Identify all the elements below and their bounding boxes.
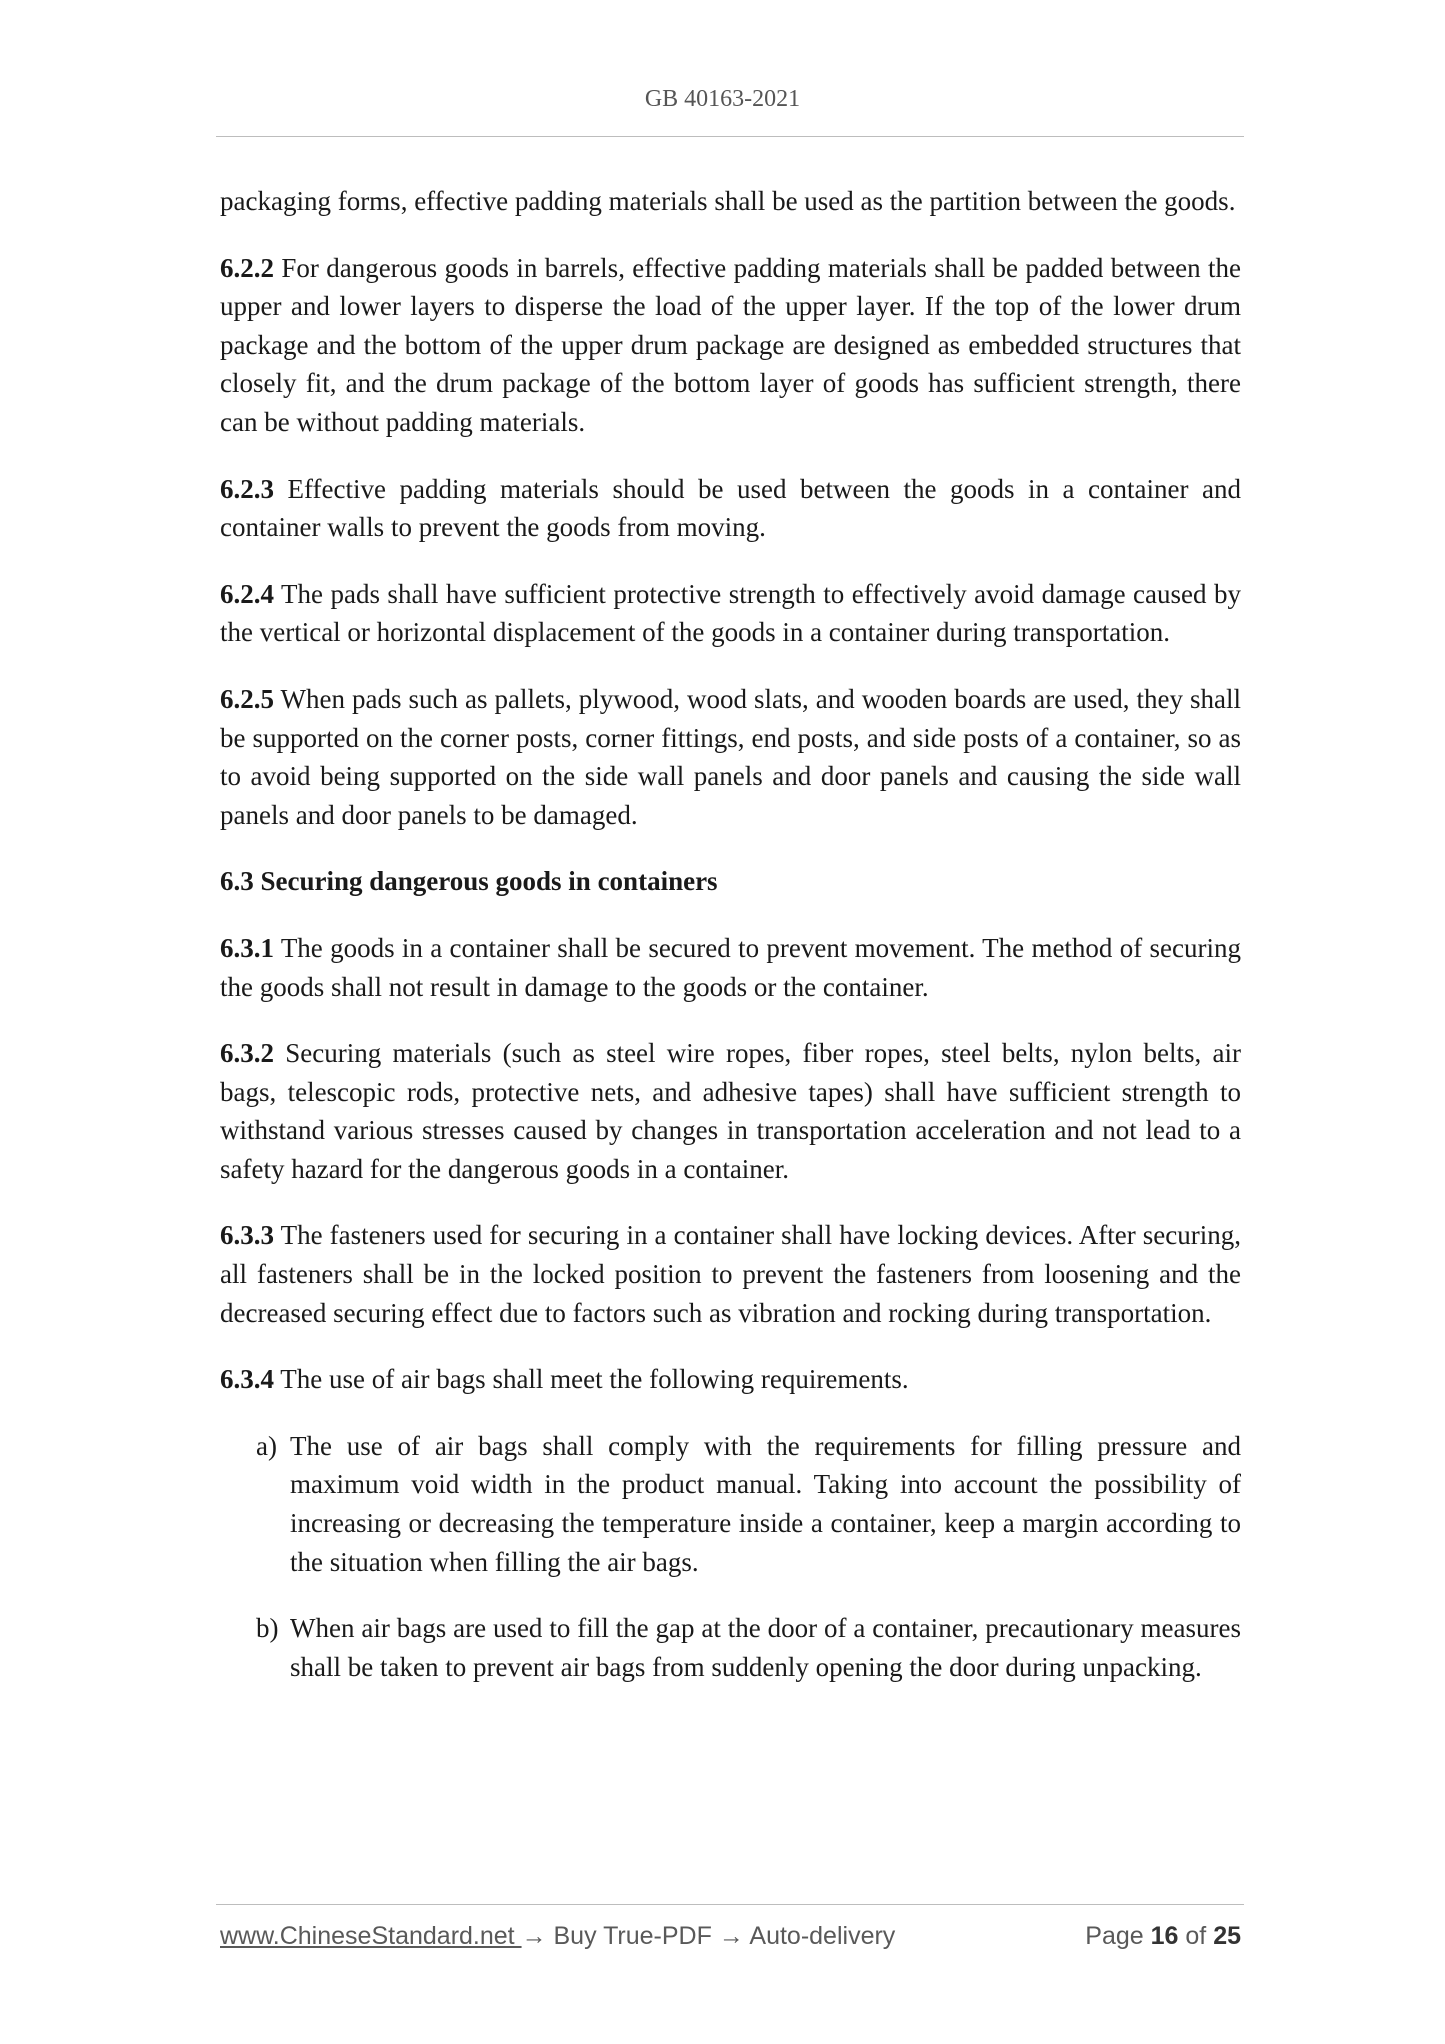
footer-promo [220, 1922, 895, 1951]
clause-number: 6.2.3 [220, 473, 274, 504]
page-header: GB 40163-2021 [644, 86, 801, 112]
list-marker: b) [256, 1613, 279, 1644]
clause-6-2-5 [220, 680, 1241, 834]
clause-number: 6.2.4 [220, 578, 274, 609]
footer-tagline: → Buy True-PDF → Auto-delivery [521, 1922, 896, 1950]
clause-6-2-3 [220, 470, 1241, 547]
list-item-b [256, 1609, 1241, 1686]
page-number: 16 [1150, 1922, 1179, 1950]
clause-number: 6.2.2 [220, 252, 274, 283]
page-indicator [1085, 1922, 1241, 1951]
clause-text: The pads shall have sufficient protective strength to effectively avoid damage caused by the vertical or horizontal displacement of the goods in a container during transportation. [220, 578, 1241, 648]
footer-divider [216, 1904, 1244, 1905]
clause-number: 6.3.4 [220, 1364, 274, 1395]
of-word: of [1178, 1922, 1214, 1950]
clause-text: The goods in a container shall be secured to prevent movement. The method of securing the goods shall not result in damage to the goods or the container. [220, 932, 1241, 1002]
clause-text: When pads such as pallets, plywood, wood slats, and wooden boards are used, they shall be supported on the corner posts, corner fittings, end posts, and side posts of a container, so as to avoid being supported on the side wall panels and door panels and causing the side wall panels and door panels to be damaged. [220, 683, 1241, 830]
list-marker: a) [256, 1430, 277, 1461]
page-total: 25 [1213, 1922, 1241, 1950]
clause-6-3-3 [220, 1216, 1241, 1332]
clause-number: 6.3.3 [220, 1220, 274, 1251]
website-link[interactable]: www.ChineseStandard.net [220, 1922, 522, 1950]
clause-6-3-2 [220, 1034, 1241, 1188]
list-item-text: When air bags are used to fill the gap at the door of a container, precautionary measures shall be taken to prevent air bags from suddenly opening the door during unpacking. [290, 1613, 1241, 1682]
clause-6-3-1 [220, 929, 1241, 1006]
clause-text: The fasteners used for securing in a container shall have locking devices. After securing, all fasteners shall be in the locked position to prevent the fasteners from loosening and the decreased securing effect due to factors such as vibration and rocking during transportation. [220, 1220, 1241, 1328]
clause-number: 6.3.1 [220, 932, 274, 963]
clause-text: For dangerous goods in barrels, effective padding materials shall be padded between the upper and lower layers to disperse the load of the upper layer. If the top of the lower drum package and the bottom of the upper drum package are designed as embedded structures that closely fit, and the drum package of the bottom layer of goods has sufficient strength, there can be without padding materials. [220, 252, 1241, 437]
clause-text: The use of air bags shall meet the following requirements. [274, 1364, 909, 1395]
clause-text: Securing materials (such as steel wire ropes, fiber ropes, steel belts, nylon belts, air bags, telescopic rods, protective nets, and adhesive tapes) shall have sufficient strength to withstand various stresses caused by changes in transportation acceleration and not lead to a safety hazard for the dangerous goods in a container. [220, 1038, 1241, 1184]
page-content [220, 182, 1241, 1714]
clause-6-2-2 [220, 249, 1241, 442]
paragraph-continuation: packaging forms, effective padding materials shall be used as the partition between the goods. [220, 186, 1236, 216]
clause-6-3-4 [220, 1360, 1241, 1399]
clause-number: 6.3.2 [220, 1038, 274, 1069]
section-heading-6-3: 6.3 Securing dangerous goods in containers [220, 866, 718, 897]
list-item-text: The use of air bags shall comply with the requirements for filling pressure and maximum void width in the product manual. Taking into account the possibility of increasing or decreasing the temperature inside a container, keep a margin according to the situation when filling the air bags. [290, 1430, 1241, 1577]
page-word: Page [1085, 1922, 1151, 1950]
clause-6-2-4 [220, 575, 1241, 652]
header-divider [216, 136, 1244, 137]
list-item-a [256, 1427, 1241, 1581]
clause-text: Effective padding materials should be used between the goods in a container and container walls to prevent the goods from moving. [220, 473, 1241, 543]
clause-number: 6.2.5 [220, 683, 274, 714]
